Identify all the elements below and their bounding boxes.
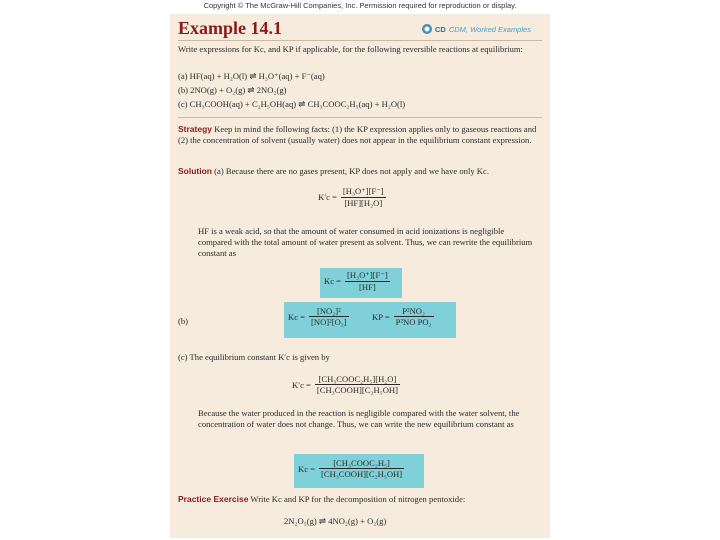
denominator: [CH₃COOH][C₂H₅OH] [316, 385, 398, 395]
practice-label: Practice Exercise [178, 494, 249, 504]
water-text: Because the water produced in the reaction is negligible compared with the water solvent, the concentration of water does not change. Thus, we can write the new equilibrium constant as [198, 408, 520, 430]
cd-disc-icon [422, 24, 432, 34]
equation-lhs: KP = [372, 311, 390, 322]
equation-kc-hf [324, 270, 390, 292]
practice-text: Write Kc and KP for the decomposition of nitrogen pentoxide: [250, 494, 466, 504]
numerator: [H₃O⁺][F⁻] [347, 270, 388, 280]
part-b-label: (b) [178, 316, 189, 326]
cd-subtitle: CDM, Worked Examples [448, 24, 531, 34]
equation-lhs: Kc = [288, 311, 306, 322]
numerator: [CH₃COOC₂H₅] [319, 458, 404, 469]
equation-lhs: Kc = [324, 276, 342, 286]
denominator: [HF][H₂O] [344, 198, 383, 208]
solution-text-a: (a) Because there are no gases present, KP does not apply and we have only Kc. [214, 166, 489, 176]
equation-kc-prime-hf [318, 186, 386, 208]
equation-lhs: Kc = [298, 463, 316, 474]
equation-kp-no [372, 306, 434, 327]
weak-acid-text: HF is a weak acid, so that the amount of water consumed in acid ionizations is negligible compared with the total amount of water present as solvent. Thus, we can rewrite the equilibrium constant as [198, 226, 533, 259]
textbook-page [170, 14, 550, 538]
denominator: P²NO PO₂ [395, 317, 432, 327]
numerator: [CH₃COOC₂H₅][H₂O] [315, 374, 400, 385]
strategy-label: Strategy [178, 124, 213, 134]
reaction-b: (b) 2NO(g) + O₂(g) ⇌ 2NO₂(g) [178, 85, 287, 95]
page-title: Example 14.1 [178, 18, 283, 38]
copyright-notice: Copyright © The McGraw-Hill Companies, Inc. Permission required for reproduction or display. [203, 1, 517, 10]
equation-kc-prime-ester [292, 374, 400, 395]
denominator: [HF] [359, 282, 376, 292]
part-c-text: (c) The equilibrium constant K′c is given by [178, 352, 330, 362]
solution-a-block [178, 166, 540, 177]
equation-lhs: K′c = [318, 192, 337, 202]
denominator: [NO]²[O₂] [311, 317, 347, 327]
problem-intro: Write expressions for Kc, and KP if applicable, for the following reversible reactions at equilibrium: [178, 44, 523, 54]
numerator: [NO₂]² [309, 306, 349, 317]
equation-kc-ester [298, 458, 404, 479]
strategy-block [178, 124, 540, 146]
numerator: P²NO₂ [394, 306, 434, 317]
equation-lhs: K′c = [292, 379, 311, 390]
cd-tag [422, 24, 531, 34]
cd-label: CD [435, 24, 446, 34]
title-rule [178, 40, 542, 41]
numerator: [H₃O⁺][F⁻] [342, 186, 384, 196]
solution-label: Solution [178, 166, 212, 176]
section-rule [178, 117, 542, 118]
reaction-c: (c) CH₃COOH(aq) + C₂H₅OH(aq) ⇌ CH₃COOC₂H₅(aq) + H₂O(l) [178, 99, 406, 109]
denominator: [CH₃COOH][C₂H₅OH] [321, 469, 403, 479]
reaction-a: (a) HF(aq) + H₂O(l) ⇌ H₃O⁺(aq) + F⁻(aq) [178, 71, 325, 81]
equation-kc-no [288, 306, 349, 327]
strategy-text: Keep in mind the following facts: (1) the KP expression applies only to gaseous reactions and (2) the concentration of solvent (usually water) does not appear in the equilibrium constant expression. [178, 124, 537, 146]
practice-reaction: 2N₂O₅(g) ⇌ 4NO₂(g) + O₂(g) [284, 516, 387, 526]
practice-block [178, 494, 540, 505]
